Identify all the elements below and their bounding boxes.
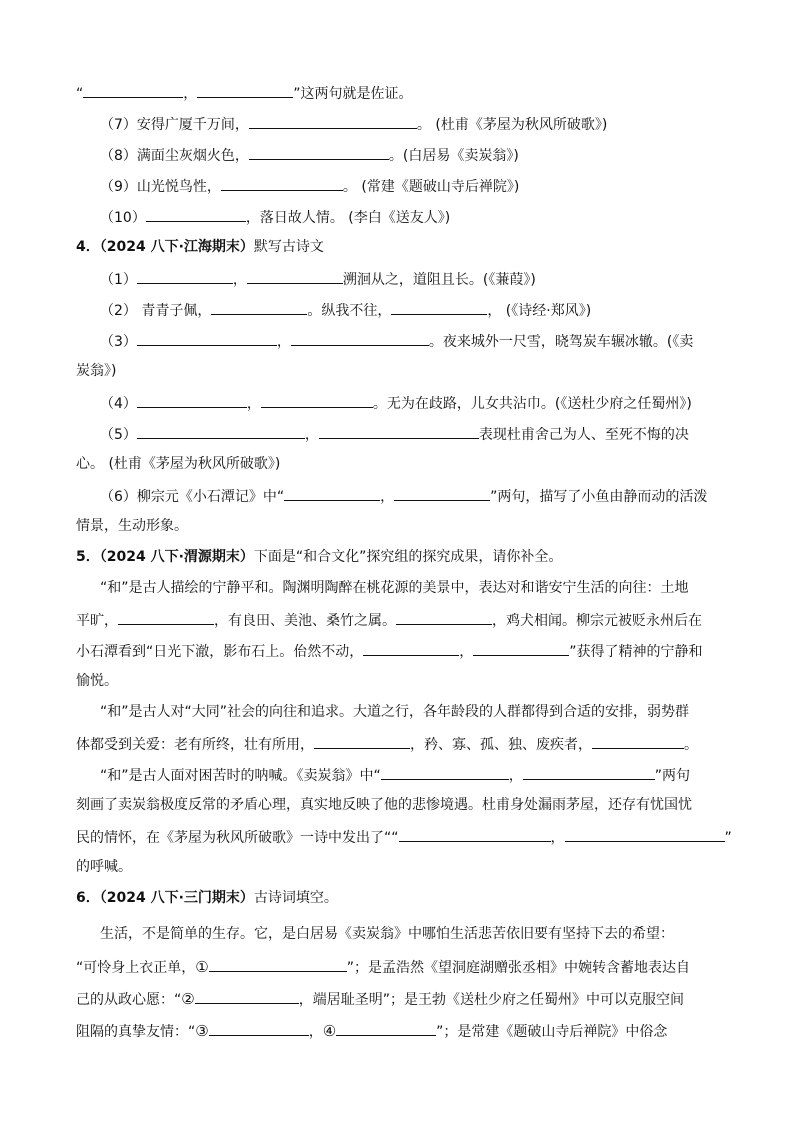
question-5-heading: 5．（2024 八下·渭源期末）下面是“和合文化”探究组的探究成果，请你补全。 (76, 549, 563, 565)
blank[interactable] (137, 392, 247, 408)
item-10: （10） ，落日故人情。 (李白《送友人》) (100, 206, 450, 228)
q6-para-1-line-4: 阻隔的真挚友情：“③ ，④ ”；是常建《题破山寺后禅院》中俗念 (76, 1022, 668, 1040)
q5-para-3-line-2: 刻画了卖炭翁极度反常的矛盾心理，真实地反映了他的悲惨境遇。杜甫身处漏雨茅屋，还存有忧国忧 (76, 797, 692, 813)
blank[interactable] (391, 299, 487, 315)
q6-para-1-line-2: “可怜身上衣正单，① ”；是孟浩然《望洞庭湖赠张丞相》中婉转含蓄地表达自 (76, 958, 690, 976)
q4-item-6-cont: 情景，生动形象。 (76, 518, 188, 534)
question-6-heading: 6．（2024 八下·三门期末）古诗词填空。 (76, 890, 338, 906)
item-9: （9）山光悦鸟性， 。 (常建《题破山寺后禅院》) (100, 175, 519, 197)
q4-item-2: （2） 青青子佩， 。纵我不往， ， (《诗经·郑风》) (100, 299, 591, 321)
blank[interactable] (396, 609, 492, 625)
circled-number-1: ① (195, 958, 209, 976)
blank[interactable] (209, 956, 347, 972)
blank[interactable] (314, 733, 410, 749)
blank[interactable] (137, 423, 305, 439)
q4-item-5-cont: 心。 (杜甫《茅屋为秋风所破歌》) (76, 456, 281, 472)
blank[interactable] (284, 485, 380, 501)
blank[interactable] (261, 392, 373, 408)
blank[interactable] (195, 988, 299, 1004)
q4-item-3-cont: 炭翁》) (76, 363, 117, 379)
blank[interactable] (211, 299, 307, 315)
circled-number-3: ③ (195, 1022, 209, 1040)
q5-para-3-line-3: 民的情怀，在《茅屋为秋风所破歌》一诗中发出了““ ， ” (76, 826, 732, 848)
blank[interactable] (249, 144, 389, 160)
blank[interactable] (523, 764, 655, 780)
q6-para-1: 生活，不是简单的生存。它，是白居易《卖炭翁》中哪怕生活悲苦依旧要有坚持下去的希望： (100, 926, 674, 942)
blank[interactable] (83, 82, 183, 98)
blank[interactable] (247, 268, 343, 284)
blank[interactable] (221, 175, 343, 191)
blank[interactable] (592, 733, 684, 749)
blank[interactable] (565, 826, 725, 842)
blank[interactable] (381, 764, 509, 780)
q4-item-1: （1） ， 溯洄从之，道阻且长。(《蒹葭》) (100, 268, 536, 290)
blank[interactable] (137, 268, 233, 284)
blank[interactable] (291, 330, 429, 346)
item-8: （8）满面尘灰烟火色， 。(白居易《卖炭翁》) (100, 144, 519, 166)
q5-para-3-line-4: 的呼喊。 (76, 859, 132, 875)
blank[interactable] (394, 485, 490, 501)
q5-para-1: “和”是古人描绘的宁静平和。陶渊明陶醉在桃花源的美景中，表达对和谐安宁生活的向往：土地 (100, 580, 689, 596)
q5-para-2: “和”是古人对“大同”社会的向往和追求。大道之行，各年龄段的人群都得到合适的安排，弱势群 (100, 704, 690, 720)
q5-para-1-line-2: 平旷， ，有良田、美池、桑竹之属。 ，鸡犬相闻。柳宗元被贬永州后在 (76, 609, 702, 631)
blank[interactable] (146, 206, 246, 222)
blank[interactable] (209, 1020, 309, 1036)
q5-para-3: “和”是古人面对困苦时的呐喊。《卖炭翁》中“ ， ”两句 (100, 764, 690, 786)
item-7: （7）安得广厦千万间， 。 (杜甫《茅屋为秋风所破歌》) (100, 113, 607, 135)
q4-item-6: （6）柳宗元《小石潭记》中“ ， ”两句，描写了小鱼由静而动的活泼 (100, 485, 707, 507)
q4-item-5: （5） ， 表现杜甫舍己为人、至死不悔的决 (100, 423, 689, 445)
circled-number-4: ④ (322, 1022, 337, 1040)
blank[interactable] (363, 640, 459, 656)
blank[interactable] (118, 609, 214, 625)
blank[interactable] (399, 826, 551, 842)
line-proof: “ ， ”这两句就是佐证。 (76, 82, 413, 104)
blank[interactable] (197, 82, 293, 98)
q6-para-1-line-3: 己的从政心愿：“② ，端居耻圣明”；是王勃《送杜少府之任蜀州》中可以克服空间 (76, 990, 684, 1008)
q4-item-4: （4） ， 。无为在歧路，儿女共沾巾。(《送杜少府之任蜀州》) (100, 392, 692, 414)
circled-number-2: ② (181, 990, 195, 1008)
q4-item-3: （3） ， 。夜来城外一尺雪，晓驾炭车辗冰辙。(《卖 (100, 330, 693, 352)
q5-para-1-line-3: 小石潭看到“日光下澈，影布石上。佁然不动， ， ”获得了精神的宁静和 (76, 640, 703, 662)
blank[interactable] (249, 113, 417, 129)
q5-para-2-line-2: 体都受到关爱：老有所终，壮有所用， ，矜、寡、孤、独、废疾者， 。 (76, 733, 698, 755)
blank[interactable] (336, 1020, 436, 1036)
question-4-heading: 4．（2024 八下·江海期末）默写古诗文 (76, 239, 324, 255)
q5-para-1-line-4: 愉悦。 (76, 673, 118, 689)
blank[interactable] (319, 423, 479, 439)
blank[interactable] (137, 330, 277, 346)
blank[interactable] (473, 640, 569, 656)
